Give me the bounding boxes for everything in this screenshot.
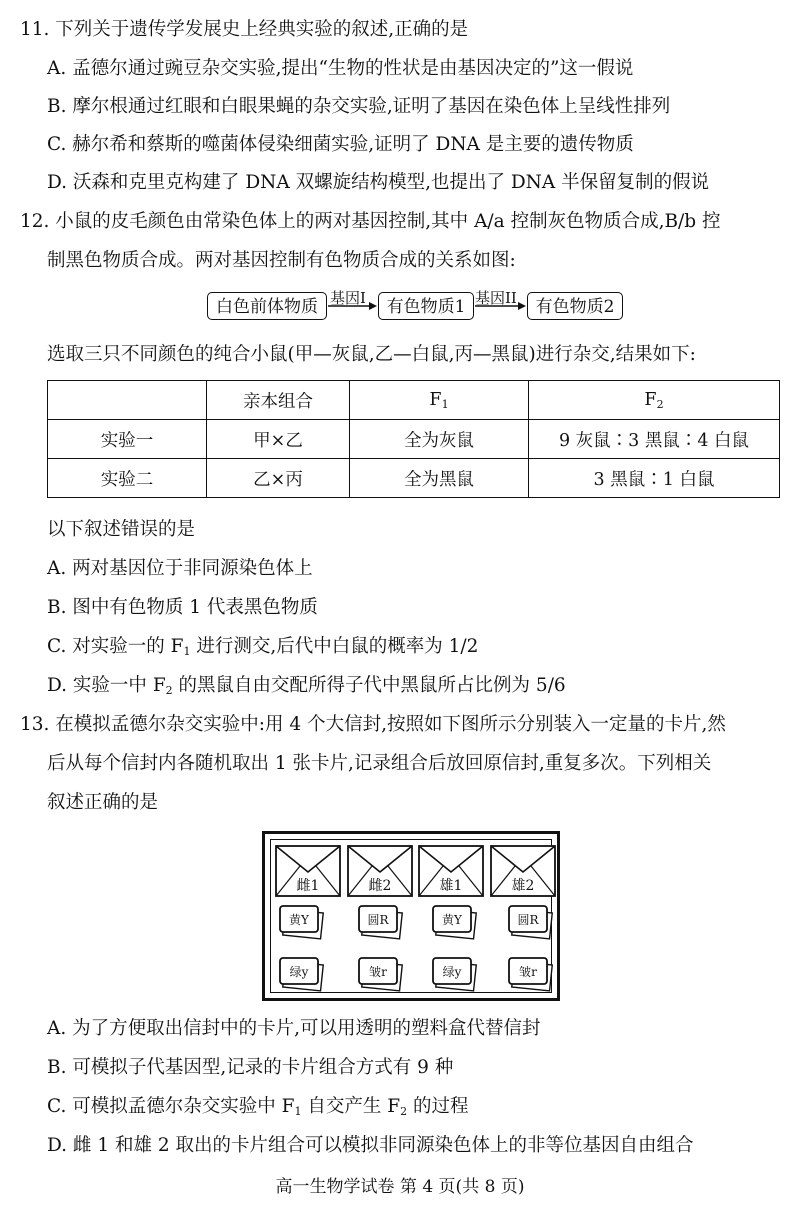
table-cell-parents: 乙×丙: [207, 459, 350, 498]
envelope-drawing: [271, 840, 557, 998]
q11-option-c: C. 赫尔希和蔡斯的噬菌体侵染细菌实验,证明了 DNA 是主要的遗传物质: [47, 134, 634, 155]
q13-stem-line2: 后从每个信封内各随机取出 1 张卡片,记录组合后放回原信封,重复多次。下列相关: [47, 753, 712, 774]
card-label: 圆R: [517, 913, 539, 927]
q12-question: 以下叙述错误的是: [47, 519, 196, 540]
card-label: 黄Y: [289, 913, 309, 927]
q12-stem-line1: 12. 小鼠的皮毛颜色由常染色体上的两对基因控制,其中 A/a 控制灰色物质合成,B/b 控: [20, 211, 721, 232]
envelope-figure: [262, 831, 560, 1001]
table-row: [48, 459, 780, 498]
arrow-icon: [327, 296, 379, 316]
q12-option-b: B. 图中有色物质 1 代表黑色物质: [47, 597, 318, 618]
q12-intro: 选取三只不同颜色的纯合小鼠(甲—灰鼠,乙—白鼠,丙—黑鼠)进行杂交,结果如下:: [47, 344, 696, 365]
table-header-parents: 亲本组合: [207, 381, 350, 420]
table-cell-experiment: 实验一: [48, 420, 207, 459]
table-header-f2: $F_2$: [529, 381, 780, 420]
pathway-box-pigment1: 有色物质1: [378, 292, 474, 320]
card-label: 圆R: [367, 913, 389, 927]
envelope-figure-inner: [270, 839, 552, 993]
q12-stem-line2: 制黑色物质合成。两对基因控制有色物质合成的关系如图:: [47, 250, 516, 271]
q13-option-c: C. 可模拟孟德尔杂交实验中 $F_1$ 自交产生 $F_2$ 的过程: [47, 1096, 469, 1118]
envelope-label: 雌2: [368, 878, 392, 894]
q13-option-a: A. 为了方便取出信封中的卡片,可以用透明的塑料盒代替信封: [47, 1018, 541, 1039]
q12-option-a: A. 两对基因位于非同源染色体上: [47, 558, 313, 579]
table-header-f1: $F_1$: [350, 381, 529, 420]
card-label: 皱r: [519, 965, 537, 979]
q11-option-a: A. 孟德尔通过豌豆杂交实验,提出“生物的性状是由基因决定的”这一假说: [47, 58, 634, 79]
table-cell-f2: 9 灰鼠∶3 黑鼠∶4 白鼠: [529, 420, 780, 459]
page-footer: 高一生物学试卷 第 4 页(共 8 页): [275, 1177, 525, 1197]
q13-stem-line1: 13. 在模拟孟德尔杂交实验中:用 4 个大信封,按照如下图所示分别装入一定量的卡片,然: [20, 714, 726, 735]
table-header-row: [48, 381, 780, 420]
q13-option-b: B. 可模拟子代基因型,记录的卡片组合方式有 9 种: [47, 1057, 454, 1078]
q13-option-d: D. 雌 1 和雄 2 取出的卡片组合可以模拟非同源染色体上的非等位基因自由组合: [47, 1135, 694, 1156]
pathway-box-pigment2: 有色物质2: [527, 292, 623, 320]
table-cell-f2: 3 黑鼠∶1 白鼠: [529, 459, 780, 498]
q13-stem-line3: 叙述正确的是: [47, 792, 159, 813]
card-label: 绿y: [289, 965, 309, 979]
q11-option-b: B. 摩尔根通过红眼和白眼果蝇的杂交实验,证明了基因在染色体上呈线性排列: [47, 96, 671, 117]
pathway-gene1-label: 基因I: [330, 289, 366, 307]
table-row: [48, 420, 780, 459]
q11-option-d: D. 沃森和克里克构建了 DNA 双螺旋结构模型,也提出了 DNA 半保留复制的假说: [47, 172, 710, 193]
q12-option-c: C. 对实验一的 $F_1$ 进行测交,后代中白鼠的概率为 1/2: [47, 636, 479, 658]
envelope-label: 雌1: [296, 878, 320, 894]
arrow-icon: [474, 296, 528, 316]
table-header-empty: [48, 381, 207, 420]
card-label: 绿y: [442, 965, 462, 979]
card-label: 黄Y: [442, 913, 462, 927]
envelope-label: 雄2: [511, 878, 535, 894]
table-cell-f1: 全为黑鼠: [350, 459, 529, 498]
pathway-gene2-label: 基因II: [475, 289, 517, 307]
card-label: 皱r: [369, 965, 387, 979]
envelope-label: 雄1: [439, 878, 463, 894]
results-table: [47, 380, 780, 498]
q12-option-d: D. 实验一中 $F_2$ 的黑鼠自由交配所得子代中黑鼠所占比例为 5/6: [47, 675, 566, 697]
q11-stem: 11. 下列关于遗传学发展史上经典实验的叙述,正确的是: [20, 19, 469, 40]
table-cell-parents: 甲×乙: [207, 420, 350, 459]
table-cell-f1: 全为灰鼠: [350, 420, 529, 459]
table-cell-experiment: 实验二: [48, 459, 207, 498]
pathway-box-precursor: 白色前体物质: [207, 292, 327, 320]
